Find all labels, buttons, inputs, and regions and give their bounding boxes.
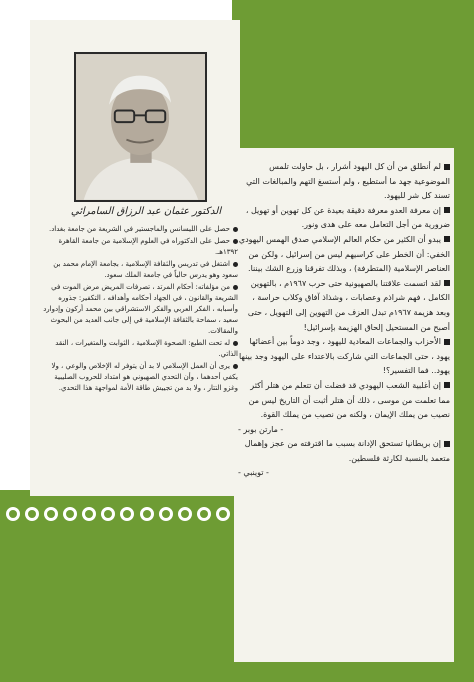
square-bullet-icon: [444, 382, 450, 388]
bio-item: من مؤلفاته: أحكام المرتد ، تصرفات المريض مرض الموت في الشريعة والقانون ، في الجهاد أحكامه وأهدافه ، التكفير: جذوره وأسبابه ، الفكر العربي والفكر الاستشراقي بين محمد أركون وإدوارد سعيد ، سماحة بالثقافة الإسلامية في إلى جانب العديد من البحوث والمقالات.: [43, 283, 238, 335]
circle-ornament-icon: [82, 507, 96, 521]
green-band-right: [452, 140, 474, 682]
quote-item: إن أغلبية الشعب اليهودي قد فضلت أن تتعلم من هتلر أكثر مما تعلمت من موسى ، ذلك أن هتلر أثبت أن التاريخ ليس من نصيب من يملك الإيمان ، ولكنه من نصيب من يملك القوة.: [248, 380, 450, 420]
quote-item: لقد اتسمت علاقتنا بالصهيونية حتى حرب ١٩٦٧م ، بالتهوين الكامل ، فهم شراذم وعصابات ، وشذاذ آفاق وكلاب حراسة ، وبعد هزيمة ١٩٦٧م تبدل العزف من التهوين إلى التهويل ، حتى أصبح من المستحيل إلحاق الهزيمة بإسرائيل!: [247, 278, 450, 332]
quote-item: إن بريطانيا تستحق الإدانة بسبب ما اقترفته من عجز وإهمال متعمد بالنسبة لكارثة فلسطين.: [244, 439, 450, 463]
quote-signature: - مارتن بوبر -: [238, 424, 284, 434]
square-bullet-icon: [444, 236, 450, 242]
bio-item: اشتغل في تدريس والثقافة الإسلامية ، بجامعة الإمام محمد بن سعود وهو يدرس حالياً في جامعة الملك سعود.: [53, 260, 238, 279]
author-bio: [38, 224, 238, 444]
circle-ornament-icon: [63, 507, 77, 521]
circle-ornament-icon: [25, 507, 39, 521]
circle-ornament-icon: [216, 507, 230, 521]
quote-item: إن معرفة العدو معرفة دقيقة بعيدة عن كل تهوين أو تهويل ، ضرورية من أجل التعامل معه على هدى ونور.: [245, 205, 450, 230]
green-band-bottom: [0, 662, 474, 682]
circle-ornament-icon: [120, 507, 134, 521]
circle-ornament-icon: [6, 507, 20, 521]
square-bullet-icon: [444, 164, 450, 170]
square-bullet-icon: [444, 339, 450, 345]
green-band-top: [232, 0, 474, 148]
quotes-column: [238, 160, 450, 660]
portrait-image: [76, 54, 205, 200]
bio-item: حصل على الليسانس والماجستير في الشريعة من جامعة بغداد.: [38, 224, 238, 235]
quote-item: لم أنطلق من أن كل اليهود أشرار ، بل حاولت تلمس الموضوعية جهد ما أستطيع ، ولم أستسغ التهم والمبالغات التي تسند كل شر لليهود.: [246, 162, 450, 201]
bio-item: يرى أن العمل الإسلامي لا بد أن يتوفر له الإخلاص والوعي ، ولا يكفي أحدهما ، وأن التحدي الصهيوني هو امتداد للحروب الصليبية وغزو التتار ، ولا بد من تجييش طاقة الأمة لمواجهة هذا التحدي.: [51, 362, 238, 392]
bio-item: حصل على الدكتوراه في العلوم الإسلامية من جامعة القاهرة ١٣٩٢هـ.: [58, 237, 238, 256]
circle-ornament-icon: [159, 507, 173, 521]
square-bullet-icon: [444, 207, 450, 213]
bio-item: له تحت الطبع: الصحوة الإسلامية ، الثوابت والمتغيرات ، النقد الذاتي.: [55, 339, 238, 358]
circle-ornament-icon: [178, 507, 192, 521]
quote-signature: - توينبي -: [238, 468, 269, 478]
author-photo: [74, 52, 207, 202]
circle-ornament-icon: [140, 507, 154, 521]
square-bullet-icon: [444, 441, 450, 447]
circle-ornament-icon: [44, 507, 58, 521]
quote-item: يبدو أن الكثير من حكام العالم الإسلامي صدق الهمس اليهودي الخفي: أن الخطر على كراسيهم ليس من إسرائيل ، ولكن من العناصر الإسلامية (المتطرفة) ، وبذلك تفرقنا وزرع الشك بيننا.: [238, 234, 450, 274]
quote-item: الأحزاب والجماعات المعادية لليهود ، وجد دوماً بين أعضائها يهود ، حتى الجماعات التي شاركت بالاعتداء على اليهود وجد بينها يهود.. فما التفسير؟!: [238, 337, 450, 376]
decorative-circle-row: [2, 506, 234, 522]
author-caption: الدكتور عثمان عبد الرزاق السامرائي: [70, 206, 222, 217]
circle-ornament-icon: [101, 507, 115, 521]
circle-ornament-icon: [197, 507, 211, 521]
square-bullet-icon: [444, 280, 450, 286]
